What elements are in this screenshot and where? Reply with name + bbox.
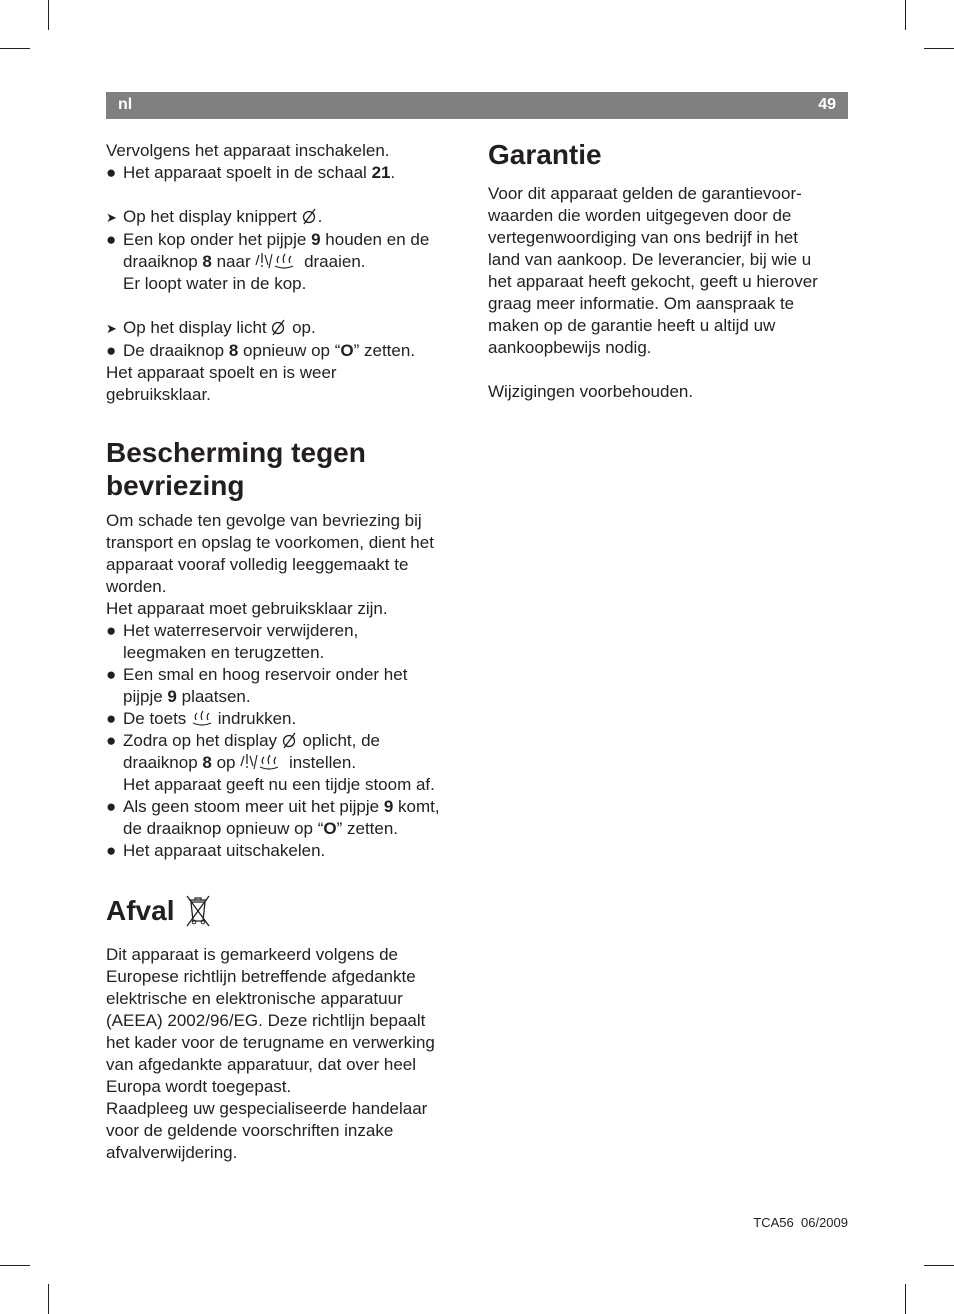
crop-mark <box>48 0 49 30</box>
crop-mark <box>924 1265 954 1266</box>
paragraph: worden. <box>106 577 167 596</box>
paragraph: Dit apparaat is gemarkeerd volgens de <box>106 945 398 964</box>
page-header-bar <box>106 92 848 119</box>
crop-mark <box>48 1284 49 1314</box>
bullet-continuation: Het apparaat geeft nu een tijdje stoom af. <box>123 775 435 794</box>
paragraph: (AEEA) 2002/96/EG. Deze richtlijn bepaalt <box>106 1011 426 1030</box>
paragraph: Raadpleeg uw gespecialiseerde handelaar <box>106 1099 428 1118</box>
bullet-continuation: draaiknop 8 naar draaien. <box>123 252 366 271</box>
bullet-item: ● De toets indrukken. <box>106 709 297 728</box>
bullet-continuation: pijpje 9 plaatsen. <box>123 687 251 706</box>
paragraph: Voor dit apparaat gelden de garantievoor- <box>488 184 802 203</box>
arrow-icon: ➤ <box>106 321 117 336</box>
language-code: nl <box>118 96 133 113</box>
bullet-icon: ● <box>106 841 117 860</box>
bullet-item: ● Als geen stoom meer uit het pijpje 9 komt, <box>106 797 440 816</box>
right-column <box>488 140 850 403</box>
bullet-icon: ● <box>106 709 117 728</box>
bullet-icon: ● <box>106 230 117 249</box>
bullet-item: ● Het apparaat spoelt in de schaal 21. <box>106 163 396 182</box>
arrow-icon: ➤ <box>106 210 117 225</box>
paragraph: Het apparaat moet gebruiksklaar zijn. <box>106 599 388 618</box>
bullet-icon: ● <box>106 621 117 640</box>
paragraph: transport en opslag te voorkomen, dient het <box>106 533 434 552</box>
bullet-continuation: de draaiknop opnieuw op “O” zetten. <box>123 819 399 838</box>
paragraph: het apparaat heeft gekocht, geeft u hierover <box>488 272 818 291</box>
section-heading-waste: Afval <box>106 892 471 928</box>
paragraph: elektrische en elektronische apparatuur <box>106 989 403 1008</box>
paragraph: van afgedankte apparatuur, dat over heel <box>106 1055 417 1074</box>
paragraph: vertegenwoordiging van ons bedrijf in het <box>488 228 798 247</box>
paragraph: apparaat vooraf volledig leeggemaakt te <box>106 555 409 574</box>
paragraph: aankoopbewijs nodig. <box>488 338 652 357</box>
paragraph: Europa wordt toegepast. <box>106 1077 292 1096</box>
bullet-icon: ● <box>106 163 117 182</box>
changes-note: Wijzigingen voorbehouden. <box>488 382 694 401</box>
weee-bin-icon <box>184 892 212 928</box>
paragraph: voor de geldende voorschriften inzake <box>106 1121 394 1140</box>
bullet-item: ● Zodra op het display oplicht, de <box>106 731 380 750</box>
paragraph: graag meer informatie. Om aanspraak te <box>488 294 795 313</box>
bullet-continuation: Er loopt water in de kop. <box>123 274 307 293</box>
bullet-icon: ● <box>106 665 117 684</box>
crop-mark <box>905 1284 906 1314</box>
bullet-icon: ● <box>106 731 117 750</box>
crop-mark <box>0 48 30 49</box>
descale-icon <box>302 207 318 225</box>
bullet-continuation: draaiknop 8 op instellen. <box>123 753 357 772</box>
paragraph: maken op de garantie heeft u altijd uw <box>488 316 776 335</box>
bullet-item: ● De draaiknop 8 opnieuw op “O” zetten. <box>106 341 416 360</box>
paragraph: afvalverwijdering. <box>106 1143 238 1162</box>
bullet-icon: ● <box>106 341 117 360</box>
page-number: 49 <box>818 96 836 113</box>
bullet-item: ● Het waterreservoir verwijderen, <box>106 621 359 640</box>
paragraph: Om schade ten gevolge van bevriezing bij <box>106 511 422 530</box>
paragraph: Europese richtlijn betreffende afgedankte <box>106 967 416 986</box>
result-item: ➤ Op het display licht op. <box>106 317 471 340</box>
paragraph: Vervolgens het apparaat inschakelen. <box>106 141 390 160</box>
footer-model-date: TCA56 06/2009 <box>753 1215 848 1230</box>
section-heading-frost: Bescherming tegen bevriezing <box>106 437 366 501</box>
paragraph: waarden die worden uitgegeven door de <box>488 206 792 225</box>
hot-water-steam-icon <box>255 252 299 270</box>
crop-mark <box>924 48 954 49</box>
steam-icon <box>191 709 213 727</box>
bullet-item: ● Het apparaat uitschakelen. <box>106 841 326 860</box>
hot-water-steam-icon <box>240 753 284 771</box>
paragraph: gebruiksklaar. <box>106 385 211 404</box>
bullet-item: ● Een kop onder het pijpje 9 houden en de <box>106 230 430 249</box>
crop-mark <box>0 1265 30 1266</box>
bullet-continuation: leegmaken en terugzetten. <box>123 643 325 662</box>
bullet-item: ● Een smal en hoog reservoir onder het <box>106 665 408 684</box>
paragraph: land van aankoop. De leverancier, bij wie u <box>488 250 812 269</box>
crop-mark <box>905 0 906 30</box>
paragraph: Het apparaat spoelt en is weer <box>106 363 337 382</box>
paragraph: het kader voor de terugname en verwerking <box>106 1033 435 1052</box>
bullet-icon: ● <box>106 797 117 816</box>
descale-icon <box>271 318 287 336</box>
left-column <box>106 140 471 1164</box>
section-heading-warranty: Garantie <box>488 139 602 170</box>
descale-icon <box>282 731 298 749</box>
result-item: ➤ Op het display knippert . <box>106 206 471 229</box>
